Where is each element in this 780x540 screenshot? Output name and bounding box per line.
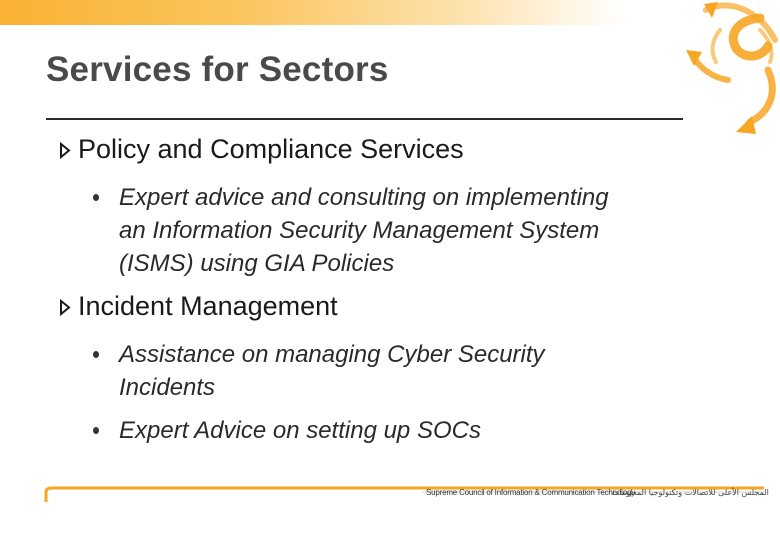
title-divider: [46, 118, 683, 120]
bullet-item: [93, 414, 693, 447]
dot-icon: [93, 194, 99, 201]
bullet-line: Expert advice and consulting on implementing: [119, 184, 609, 211]
bullet-item: [93, 181, 693, 280]
dot-icon: [93, 351, 99, 358]
bullet-line: Assistance on managing Cyber Security: [119, 341, 545, 368]
dot-icon: [93, 427, 99, 434]
swirl-arrows-logo: [610, 0, 780, 150]
caret-right-icon: [58, 293, 78, 321]
section-heading-incident: [58, 291, 338, 322]
bullet-line: Expert Advice on setting up SOCs: [119, 417, 481, 444]
section-heading-policy: [58, 134, 464, 165]
bullet-line: Incidents: [119, 374, 216, 401]
bullet-item: [93, 338, 693, 404]
caret-right-icon: [58, 136, 78, 164]
bullet-line: an Information Security Management System: [119, 217, 600, 244]
slide-title: Services for Sectors: [46, 50, 389, 89]
bullet-line: (ISMS) using GIA Policies: [119, 250, 395, 277]
footer-org-english: Supreme Council of Information & Communication Technology: [426, 488, 636, 497]
section-heading-label: Policy and Compliance Services: [78, 134, 464, 164]
footer-org-arabic: المجلس الأعلى للاتصالات وتكنولوجيا المعلومات: [612, 488, 769, 497]
section-heading-label: Incident Management: [78, 291, 338, 321]
